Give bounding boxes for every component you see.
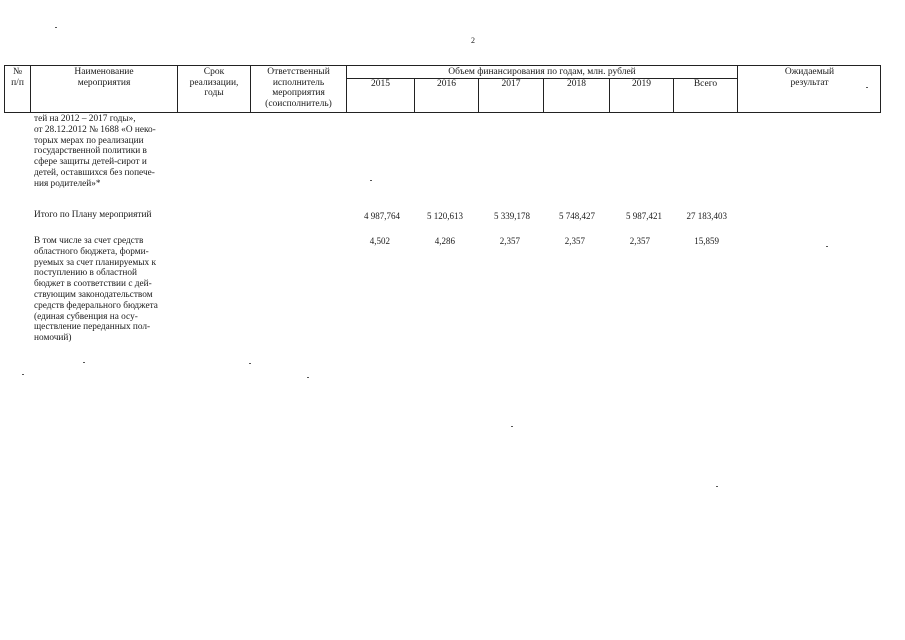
regional-2017: 2,357 xyxy=(499,236,520,246)
page-number: 2 xyxy=(471,36,475,45)
total-all: 27 183,403 xyxy=(686,211,727,221)
header-year-2016: 2016 xyxy=(437,79,456,89)
regional-row-label: В том числе за счет средств областного бюджета, форми- руемых за счет планируемых к поступлению в областной бюджет в соответствии с дей- ствующим законодательством средств федерального бюджета (единая субвенция на осу- ществление переданных пол- номочий) xyxy=(34,236,158,344)
header-year-2018: 2018 xyxy=(567,79,586,89)
header-year-2015: 2015 xyxy=(371,79,390,89)
scan-speck xyxy=(370,180,372,181)
scan-speck xyxy=(83,362,85,363)
regional-2015: 4,502 xyxy=(369,236,390,246)
total-2015: 4 987,764 xyxy=(364,211,400,221)
continuation-text: тей на 2012 – 2017 годы», от 28.12.2012 № 1688 «О неко- торых мерах по реализации государственной политики в сфере защиты детей-сирот и детей, оставшихся без попече- ния родителей»* xyxy=(34,114,156,189)
total-2018: 5 748,427 xyxy=(559,211,595,221)
header-name: Наименование мероприятия xyxy=(74,67,134,88)
table-header xyxy=(4,65,881,113)
scan-speck xyxy=(716,486,718,487)
header-period: Срок реализации, годы xyxy=(189,67,239,98)
scan-speck xyxy=(866,87,868,88)
total-2017: 5 339,178 xyxy=(494,211,530,221)
scan-speck xyxy=(22,374,24,375)
header-year-2017: 2017 xyxy=(501,79,521,89)
scan-speck xyxy=(307,377,309,378)
scan-speck xyxy=(511,426,513,427)
header-total: Всего xyxy=(693,79,718,89)
regional-total: 15,859 xyxy=(694,236,719,246)
header-funding: Объем финансирования по годам, млн. рублей xyxy=(448,67,636,77)
header-num: № п/п xyxy=(11,67,24,88)
header-result: Ожидаемый результат xyxy=(784,67,835,88)
header-executor: Ответственный исполнитель мероприятия (соисполнитель) xyxy=(265,67,332,109)
total-2019: 5 987,421 xyxy=(626,211,662,221)
scan-speck xyxy=(826,246,828,247)
header-year-2019: 2019 xyxy=(632,79,651,89)
regional-2016: 4,286 xyxy=(434,236,455,246)
regional-2019: 2,357 xyxy=(629,236,650,246)
total-row-label: Итого по Плану мероприятий xyxy=(34,210,152,220)
regional-2018: 2,357 xyxy=(564,236,585,246)
total-2016: 5 120,613 xyxy=(427,211,463,221)
scan-speck xyxy=(55,27,57,28)
scan-speck xyxy=(249,363,251,364)
